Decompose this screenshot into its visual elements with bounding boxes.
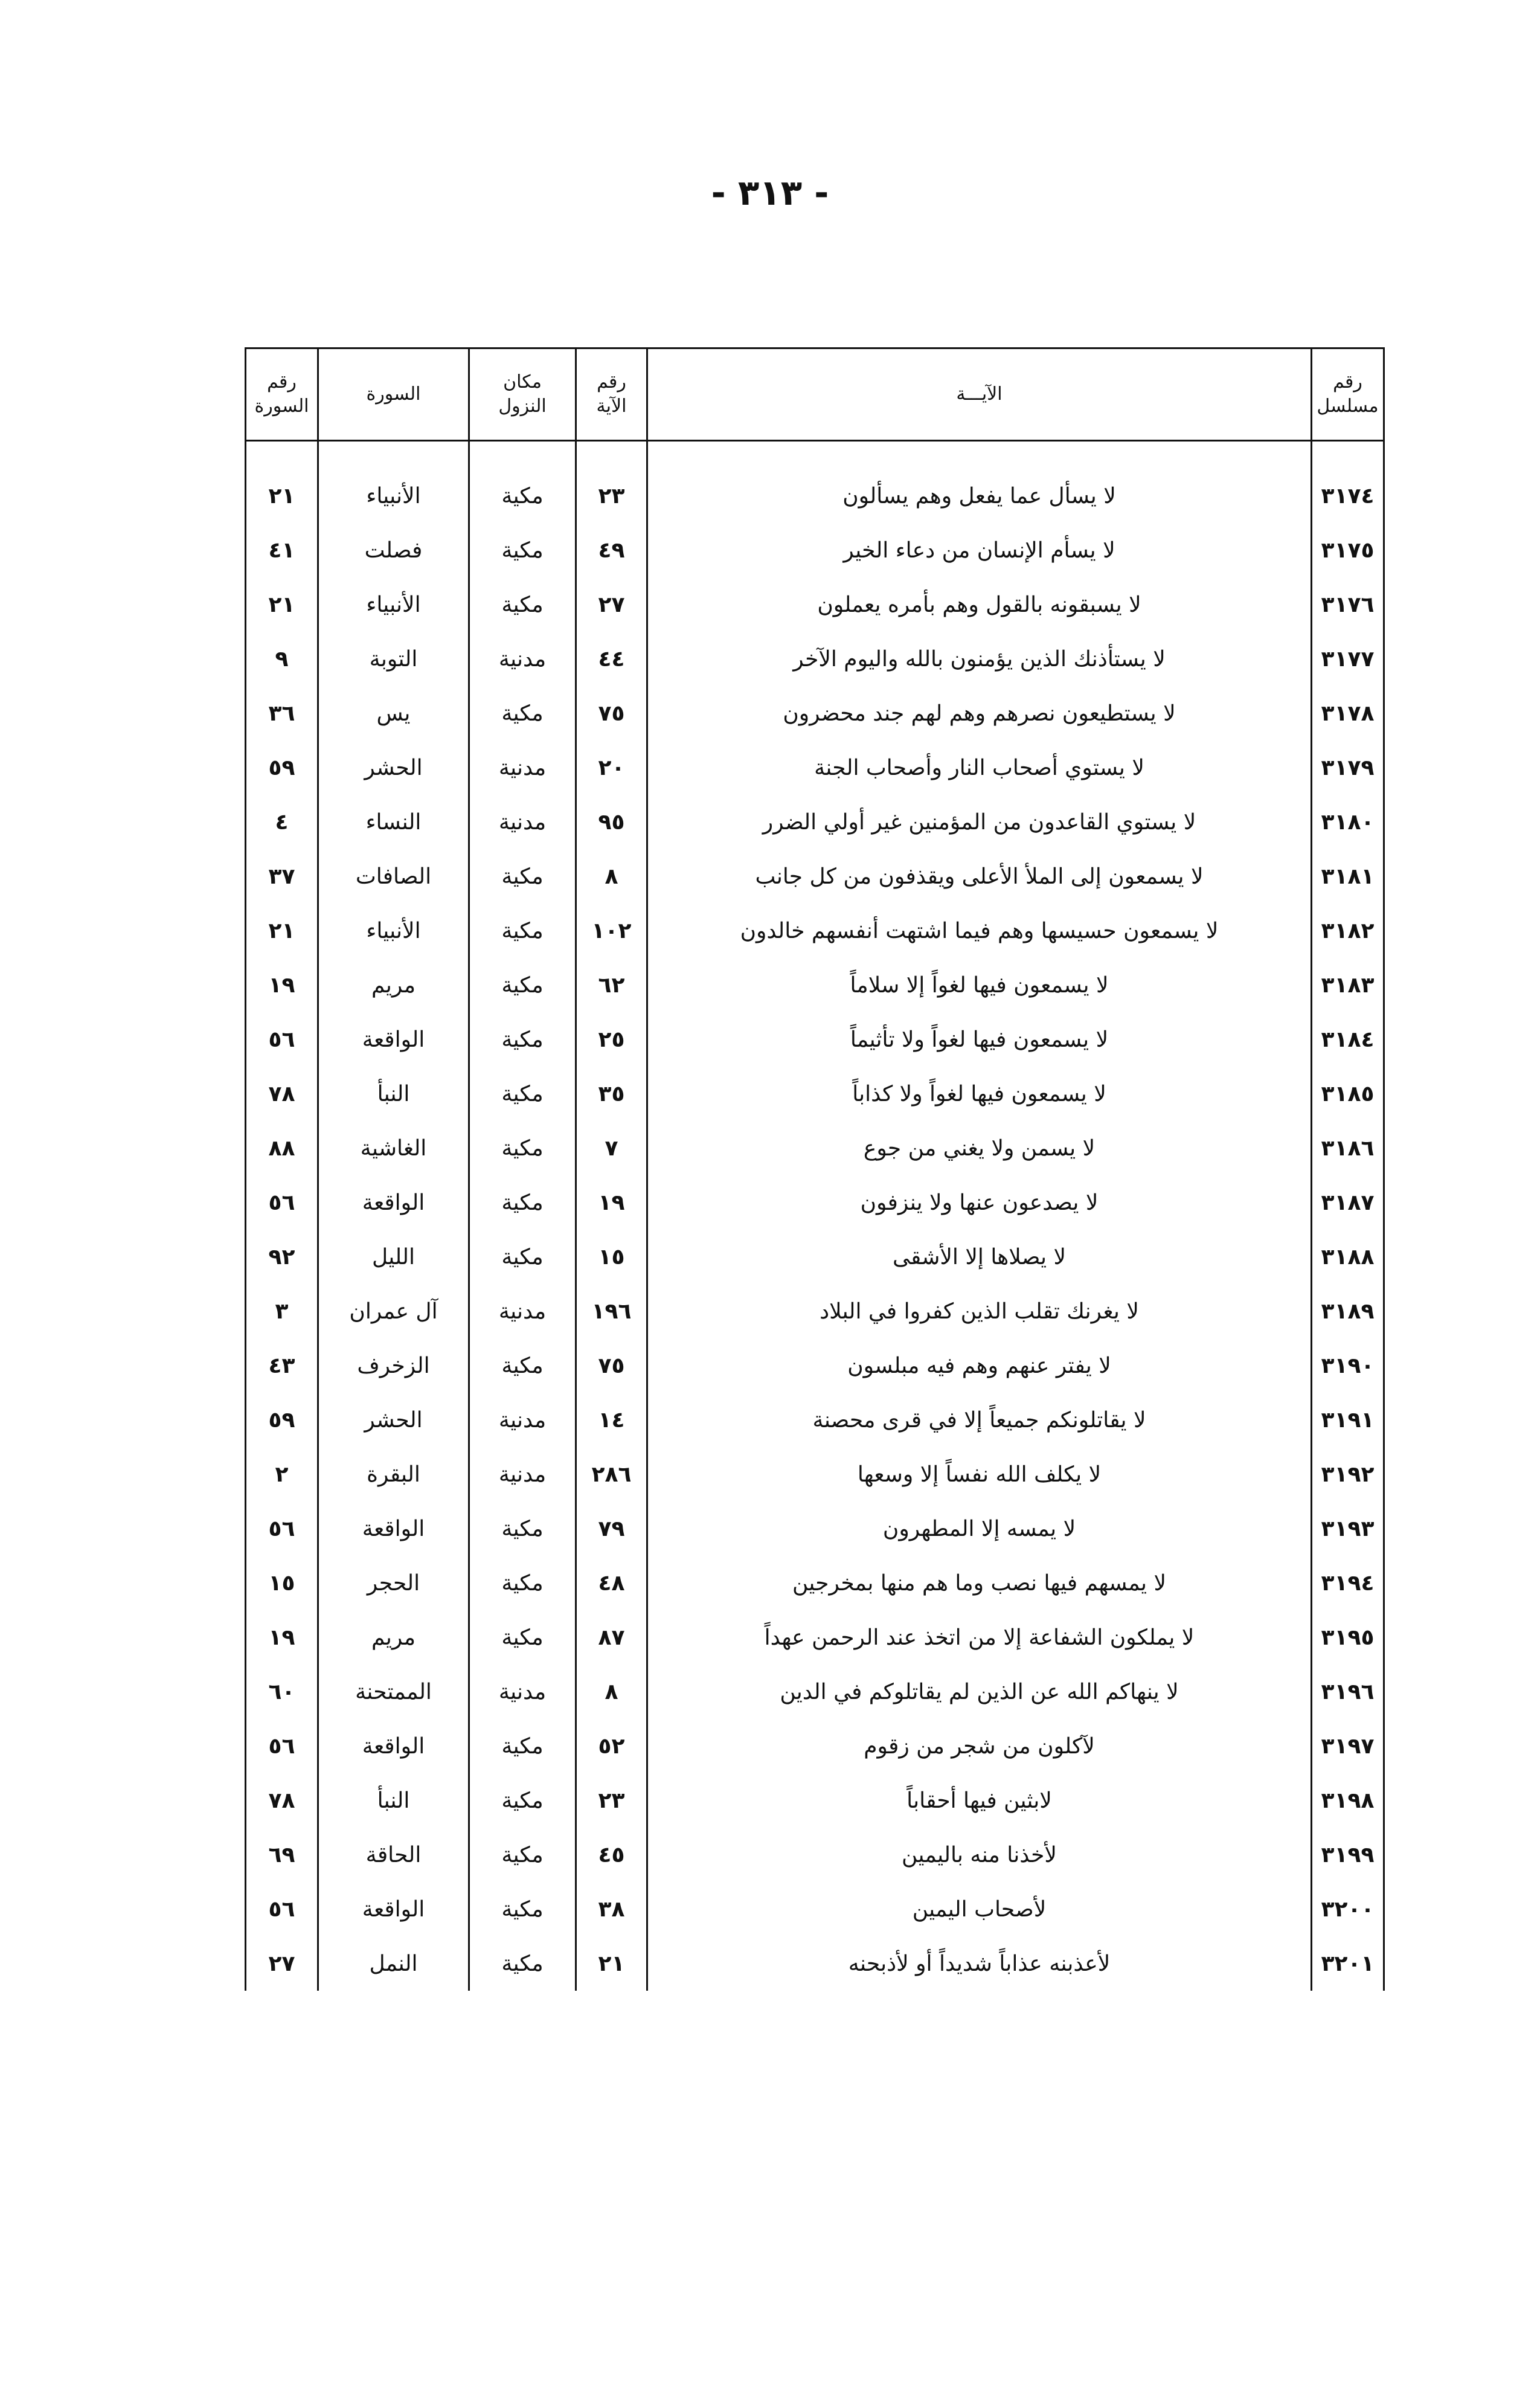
- surah-number-cell: ٦٩: [246, 1828, 318, 1882]
- verse-number-cell: ١٩: [576, 1175, 647, 1230]
- table-row: [246, 1447, 1384, 1501]
- header-row: [246, 348, 1384, 441]
- surah-name-cell: الأنبياء: [318, 469, 469, 523]
- revelation-place-cell: مدنية: [469, 1284, 576, 1338]
- table-body: [246, 441, 1384, 1991]
- verse-number-cell: ١٥: [576, 1230, 647, 1284]
- table-row: [246, 1556, 1384, 1610]
- page-number: - ٣١٣ -: [711, 172, 829, 213]
- surah-name-cell: الممتحنة: [318, 1665, 469, 1719]
- table-row: [246, 1393, 1384, 1447]
- revelation-place-cell: مكية: [469, 1719, 576, 1773]
- surah-name-cell: فصلت: [318, 523, 469, 577]
- table-row: [246, 523, 1384, 577]
- serial-cell: ٣١٧٨: [1312, 686, 1384, 740]
- verse-text-cell: لا يمسهم فيها نصب وما هم منها بمخرجين: [647, 1556, 1312, 1610]
- verse-index-table-wrapper: [245, 347, 1383, 1991]
- verse-text-cell: لا يمسه إلا المطهرون: [647, 1501, 1312, 1556]
- table-row: [246, 577, 1384, 632]
- serial-cell: ٣١٩٥: [1312, 1610, 1384, 1665]
- serial-cell: ٣١٩١: [1312, 1393, 1384, 1447]
- verse-number-cell: ٧٩: [576, 1501, 647, 1556]
- table-row: [246, 686, 1384, 740]
- serial-cell: ٣١٨٦: [1312, 1121, 1384, 1175]
- verse-text-cell: لا يستطيعون نصرهم وهم لهم جند محضرون: [647, 686, 1312, 740]
- revelation-place-cell: مدنية: [469, 1393, 576, 1447]
- header-verse: الآيـــة: [647, 348, 1312, 441]
- verse-index-table: [245, 347, 1385, 1991]
- surah-number-cell: ٩: [246, 632, 318, 686]
- spacer-row: [246, 441, 1384, 469]
- surah-number-cell: ٤١: [246, 523, 318, 577]
- serial-cell: ٣١٨٨: [1312, 1230, 1384, 1284]
- verse-text-cell: لا يصلاها إلا الأشقى: [647, 1230, 1312, 1284]
- table-row: [246, 632, 1384, 686]
- surah-number-cell: ٢٧: [246, 1936, 318, 1991]
- verse-number-cell: ١٤: [576, 1393, 647, 1447]
- verse-text-cell: لا يصدعون عنها ولا ينزفون: [647, 1175, 1312, 1230]
- surah-number-cell: ٥٩: [246, 740, 318, 795]
- table-row: [246, 1610, 1384, 1665]
- verse-text-cell: لا يفتر عنهم وهم فيه مبلسون: [647, 1338, 1312, 1393]
- surah-name-cell: الصافات: [318, 849, 469, 904]
- serial-cell: ٣١٩٧: [1312, 1719, 1384, 1773]
- serial-cell: ٣١٧٧: [1312, 632, 1384, 686]
- verse-number-cell: ٧٥: [576, 686, 647, 740]
- serial-cell: ٣٢٠١: [1312, 1936, 1384, 1991]
- surah-name-cell: الحاقة: [318, 1828, 469, 1882]
- verse-number-cell: ٢١: [576, 1936, 647, 1991]
- serial-cell: ٣١٨٢: [1312, 904, 1384, 958]
- verse-number-cell: ٧٥: [576, 1338, 647, 1393]
- verse-number-cell: ٤٥: [576, 1828, 647, 1882]
- serial-cell: ٣١٨٧: [1312, 1175, 1384, 1230]
- surah-number-cell: ٨٨: [246, 1121, 318, 1175]
- surah-number-cell: ٥٦: [246, 1175, 318, 1230]
- verse-text-cell: لآكلون من شجر من زقوم: [647, 1719, 1312, 1773]
- serial-cell: ٣٢٠٠: [1312, 1882, 1384, 1936]
- revelation-place-cell: مكية: [469, 1012, 576, 1067]
- revelation-place-cell: مكية: [469, 1121, 576, 1175]
- table-row: [246, 958, 1384, 1012]
- serial-cell: ٣١٧٦: [1312, 577, 1384, 632]
- revelation-place-cell: مكية: [469, 1610, 576, 1665]
- verse-text-cell: لا يستوي أصحاب النار وأصحاب الجنة: [647, 740, 1312, 795]
- verse-text-cell: لا يغرنك تقلب الذين كفروا في البلاد: [647, 1284, 1312, 1338]
- revelation-place-cell: مكية: [469, 1828, 576, 1882]
- table-row: [246, 1230, 1384, 1284]
- verse-number-cell: ٣٥: [576, 1067, 647, 1121]
- table-row: [246, 1828, 1384, 1882]
- revelation-place-cell: مكية: [469, 1936, 576, 1991]
- surah-number-cell: ٥٦: [246, 1882, 318, 1936]
- verse-text-cell: لا ينهاكم الله عن الذين لم يقاتلوكم في الدين: [647, 1665, 1312, 1719]
- surah-name-cell: يس: [318, 686, 469, 740]
- verse-text-cell: لا يسمن ولا يغني من جوع: [647, 1121, 1312, 1175]
- surah-name-cell: النبأ: [318, 1773, 469, 1828]
- surah-number-cell: ٧٨: [246, 1067, 318, 1121]
- surah-number-cell: ٢١: [246, 904, 318, 958]
- surah-name-cell: الأنبياء: [318, 904, 469, 958]
- verse-number-cell: ٢٧: [576, 577, 647, 632]
- table-row: [246, 1067, 1384, 1121]
- surah-number-cell: ٤٣: [246, 1338, 318, 1393]
- table-row: [246, 1501, 1384, 1556]
- surah-name-cell: مريم: [318, 958, 469, 1012]
- surah-number-cell: ٩٢: [246, 1230, 318, 1284]
- surah-number-cell: ٥٦: [246, 1012, 318, 1067]
- verse-number-cell: ٤٩: [576, 523, 647, 577]
- header-surah-number: رقم السورة: [246, 348, 318, 441]
- surah-name-cell: الزخرف: [318, 1338, 469, 1393]
- surah-number-cell: ٢١: [246, 469, 318, 523]
- header-revelation-place: مكان النزول: [469, 348, 576, 441]
- surah-number-cell: ٥٩: [246, 1393, 318, 1447]
- serial-cell: ٣١٨٥: [1312, 1067, 1384, 1121]
- revelation-place-cell: مكية: [469, 849, 576, 904]
- surah-number-cell: ٧٨: [246, 1773, 318, 1828]
- verse-text-cell: لا يسمعون إلى الملأ الأعلى ويقذفون من كل جانب: [647, 849, 1312, 904]
- verse-number-cell: ٨: [576, 849, 647, 904]
- revelation-place-cell: مدنية: [469, 1447, 576, 1501]
- serial-cell: ٣١٨٣: [1312, 958, 1384, 1012]
- table-row: [246, 469, 1384, 523]
- verse-text-cell: لا يسمعون فيها لغواً ولا كذاباً: [647, 1067, 1312, 1121]
- verse-number-cell: ٢٨٦: [576, 1447, 647, 1501]
- verse-number-cell: ٧: [576, 1121, 647, 1175]
- verse-number-cell: ٤٤: [576, 632, 647, 686]
- surah-name-cell: التوبة: [318, 632, 469, 686]
- revelation-place-cell: مكية: [469, 1501, 576, 1556]
- verse-text-cell: لأعذبنه عذاباً شديداً أو لأذبحنه: [647, 1936, 1312, 1991]
- serial-cell: ٣١٨٩: [1312, 1284, 1384, 1338]
- revelation-place-cell: مكية: [469, 577, 576, 632]
- table-row: [246, 740, 1384, 795]
- table-row: [246, 1936, 1384, 1991]
- revelation-place-cell: مكية: [469, 1556, 576, 1610]
- surah-name-cell: الليل: [318, 1230, 469, 1284]
- revelation-place-cell: مكية: [469, 904, 576, 958]
- surah-number-cell: ٢: [246, 1447, 318, 1501]
- surah-name-cell: الغاشية: [318, 1121, 469, 1175]
- serial-cell: ٣١٨٤: [1312, 1012, 1384, 1067]
- verse-number-cell: ١٩٦: [576, 1284, 647, 1338]
- surah-number-cell: ١٩: [246, 1610, 318, 1665]
- verse-number-cell: ٦٢: [576, 958, 647, 1012]
- surah-number-cell: ٥٦: [246, 1501, 318, 1556]
- revelation-place-cell: مدنية: [469, 632, 576, 686]
- table-row: [246, 1665, 1384, 1719]
- surah-number-cell: ١٥: [246, 1556, 318, 1610]
- surah-name-cell: النساء: [318, 795, 469, 849]
- surah-number-cell: ١٩: [246, 958, 318, 1012]
- serial-cell: ٣١٩٦: [1312, 1665, 1384, 1719]
- surah-name-cell: النمل: [318, 1936, 469, 1991]
- table-row: [246, 1121, 1384, 1175]
- verse-text-cell: لا يسأل عما يفعل وهم يسألون: [647, 469, 1312, 523]
- serial-cell: ٣١٧٩: [1312, 740, 1384, 795]
- verse-text-cell: لا يستوي القاعدون من المؤمنين غير أولي الضرر: [647, 795, 1312, 849]
- verse-number-cell: ٤٨: [576, 1556, 647, 1610]
- surah-number-cell: ٥٦: [246, 1719, 318, 1773]
- serial-cell: ٣١٩٢: [1312, 1447, 1384, 1501]
- header-verse-number: رقم الآية: [576, 348, 647, 441]
- table-header: [246, 348, 1384, 441]
- revelation-place-cell: مكية: [469, 958, 576, 1012]
- serial-cell: ٣١٨٠: [1312, 795, 1384, 849]
- revelation-place-cell: مكية: [469, 523, 576, 577]
- table-row: [246, 1175, 1384, 1230]
- verse-text-cell: لا يسمعون فيها لغواً ولا تأثيماً: [647, 1012, 1312, 1067]
- table-row: [246, 1338, 1384, 1393]
- revelation-place-cell: مكية: [469, 1175, 576, 1230]
- surah-name-cell: الحشر: [318, 1393, 469, 1447]
- surah-name-cell: الأنبياء: [318, 577, 469, 632]
- verse-number-cell: ٩٥: [576, 795, 647, 849]
- surah-name-cell: البقرة: [318, 1447, 469, 1501]
- revelation-place-cell: مدنية: [469, 1665, 576, 1719]
- revelation-place-cell: مكية: [469, 1882, 576, 1936]
- surah-number-cell: ٤: [246, 795, 318, 849]
- surah-name-cell: الواقعة: [318, 1501, 469, 1556]
- surah-name-cell: مريم: [318, 1610, 469, 1665]
- verse-text-cell: لا يسمعون حسيسها وهم فيما اشتهت أنفسهم خالدون: [647, 904, 1312, 958]
- surah-name-cell: الحجر: [318, 1556, 469, 1610]
- surah-name-cell: الحشر: [318, 740, 469, 795]
- surah-number-cell: ٣: [246, 1284, 318, 1338]
- verse-text-cell: لا يسأم الإنسان من دعاء الخير: [647, 523, 1312, 577]
- verse-text-cell: لا يملكون الشفاعة إلا من اتخذ عند الرحمن عهداً: [647, 1610, 1312, 1665]
- verse-text-cell: لا يسمعون فيها لغواً إلا سلاماً: [647, 958, 1312, 1012]
- verse-number-cell: ٣٨: [576, 1882, 647, 1936]
- revelation-place-cell: مكية: [469, 469, 576, 523]
- revelation-place-cell: مدنية: [469, 795, 576, 849]
- serial-cell: ٣١٩٤: [1312, 1556, 1384, 1610]
- verse-number-cell: ١٠٢: [576, 904, 647, 958]
- verse-number-cell: ٨٧: [576, 1610, 647, 1665]
- revelation-place-cell: مكية: [469, 686, 576, 740]
- table-row: [246, 1719, 1384, 1773]
- surah-number-cell: ٢١: [246, 577, 318, 632]
- surah-name-cell: الواقعة: [318, 1719, 469, 1773]
- revelation-place-cell: مكية: [469, 1773, 576, 1828]
- serial-cell: ٣١٧٤: [1312, 469, 1384, 523]
- serial-cell: ٣١٩٠: [1312, 1338, 1384, 1393]
- header-serial: رقم مسلسل: [1312, 348, 1384, 441]
- revelation-place-cell: مكية: [469, 1230, 576, 1284]
- verse-number-cell: ٢٣: [576, 1773, 647, 1828]
- verse-text-cell: لا يستأذنك الذين يؤمنون بالله واليوم الآخر: [647, 632, 1312, 686]
- verse-number-cell: ٥٢: [576, 1719, 647, 1773]
- serial-cell: ٣١٨١: [1312, 849, 1384, 904]
- serial-cell: ٣١٧٥: [1312, 523, 1384, 577]
- verse-text-cell: لا يسبقونه بالقول وهم بأمره يعملون: [647, 577, 1312, 632]
- surah-name-cell: النبأ: [318, 1067, 469, 1121]
- verse-number-cell: ٢٥: [576, 1012, 647, 1067]
- surah-name-cell: آل عمران: [318, 1284, 469, 1338]
- verse-text-cell: لابثين فيها أحقاباً: [647, 1773, 1312, 1828]
- verse-text-cell: لا يقاتلونكم جميعاً إلا في قرى محصنة: [647, 1393, 1312, 1447]
- surah-name-cell: الواقعة: [318, 1882, 469, 1936]
- header-surah: السورة: [318, 348, 469, 441]
- surah-number-cell: ٣٧: [246, 849, 318, 904]
- verse-number-cell: ٢٠: [576, 740, 647, 795]
- table-row: [246, 795, 1384, 849]
- revelation-place-cell: مكية: [469, 1067, 576, 1121]
- surah-number-cell: ٣٦: [246, 686, 318, 740]
- revelation-place-cell: مكية: [469, 1338, 576, 1393]
- surah-name-cell: الواقعة: [318, 1175, 469, 1230]
- revelation-place-cell: مدنية: [469, 740, 576, 795]
- verse-text-cell: لا يكلف الله نفساً إلا وسعها: [647, 1447, 1312, 1501]
- verse-number-cell: ٨: [576, 1665, 647, 1719]
- table-row: [246, 849, 1384, 904]
- surah-name-cell: الواقعة: [318, 1012, 469, 1067]
- surah-number-cell: ٦٠: [246, 1665, 318, 1719]
- verse-text-cell: لأخذنا منه باليمين: [647, 1828, 1312, 1882]
- table-row: [246, 1882, 1384, 1936]
- serial-cell: ٣١٩٣: [1312, 1501, 1384, 1556]
- table-row: [246, 1284, 1384, 1338]
- serial-cell: ٣١٩٩: [1312, 1828, 1384, 1882]
- serial-cell: ٣١٩٨: [1312, 1773, 1384, 1828]
- verse-number-cell: ٢٣: [576, 469, 647, 523]
- table-row: [246, 1773, 1384, 1828]
- verse-text-cell: لأصحاب اليمين: [647, 1882, 1312, 1936]
- table-row: [246, 904, 1384, 958]
- table-row: [246, 1012, 1384, 1067]
